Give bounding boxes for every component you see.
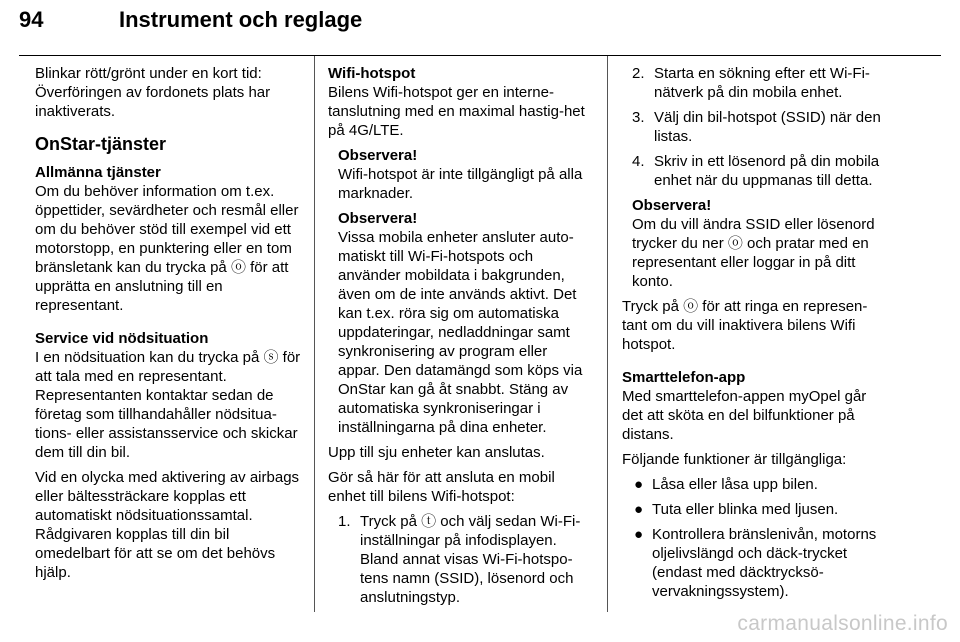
column-1 (35, 64, 307, 588)
note-text: Vissa mobila enheter ansluter auto-matiskt till Wi-Fi-hotspots och använder mobildata i bakgrunden, även om de inte används aktivt. Det kan t.ex. röra sig om automatiska uppdateringar, nedladdningar samt synkronisering av program eller appar. Den datamängd som köps via OnStar kan gå åt snabbt. Stäng av automatiska synkroniseringar i inställningarna på dina enheter. (338, 229, 583, 436)
deactivate-text: Tryck på ⓞ för att ringa en represen-tant om du vill inaktivera bilens Wifi hotspot. (622, 298, 868, 353)
howto-text: Gör så här för att ansluta en mobil enhet till bilens Wifi-hotspot: (328, 469, 555, 505)
note-heading: Observera! (338, 147, 418, 164)
page-number: 94 (19, 7, 44, 32)
section-title: OnStar-tjänster (35, 134, 167, 154)
column-3 (622, 64, 888, 607)
step-text: Skriv in ett lösenord på din mobila enhet när du uppmanas till detta. (654, 153, 880, 189)
list-item-text: Tuta eller blinka med ljusen. (652, 501, 839, 518)
steps-list (328, 512, 592, 607)
note-block (622, 196, 888, 291)
steps-list (622, 64, 888, 190)
page-header (19, 6, 941, 56)
wifi-hotspot-text: Bilens Wifi-hotspot ger en interne-tanslutning med en maximal hastig-het på 4G/LTE. (328, 84, 585, 139)
step-item (622, 108, 888, 146)
step-text: Välj din bil-hotspot (SSID) när den listas. (654, 109, 881, 145)
step-number: 2. (632, 65, 645, 82)
note-text: Om du vill ändra SSID eller lösenord trycker du ner ⓞ och pratar med en representant eller loggar in på ditt konto. (632, 216, 875, 290)
bullet-icon: ● (634, 501, 644, 518)
step-item (328, 512, 592, 607)
list-item (622, 525, 888, 601)
emergency-service-text: I en nödsituation kan du trycka på ⓢ för att tala med en representant. Representanten kontaktar sedan de företag som tillhandahåller nödsitua-tions- eller assistansservice och skickar dem till din bil. (35, 349, 301, 461)
devices-text: Upp till sju enheter kan anslutas. (328, 444, 545, 461)
bullet-icon: ● (634, 526, 644, 543)
note-text: Wifi-hotspot är inte tillgängligt på alla marknader. (338, 166, 583, 202)
column-2 (328, 64, 592, 613)
step-text: Starta en sökning efter ett Wi-Fi-nätverk på din mobila enhet. (654, 65, 870, 101)
header-rule (19, 55, 941, 56)
functions-list (622, 475, 888, 601)
bullet-icon: ● (634, 476, 644, 493)
note-block (328, 146, 592, 203)
note-heading: Observera! (632, 197, 712, 214)
step-number: 4. (632, 153, 645, 170)
note-heading: Observera! (338, 210, 418, 227)
step-item (622, 64, 888, 102)
column-divider-2 (607, 56, 608, 612)
step-item (622, 152, 888, 190)
note-block (328, 209, 592, 437)
wifi-hotspot-title: Wifi-hotspot (328, 65, 416, 82)
step-number: 1. (338, 513, 351, 530)
list-item (622, 500, 888, 519)
list-item-text: Låsa eller låsa upp bilen. (652, 476, 818, 493)
smartphone-app-text: Med smarttelefon-appen myOpel går det att sköta en del bilfunktioner på distans. (622, 388, 867, 443)
general-services-text: Om du behöver information om t.ex. öppettider, sevärdheter och resmål eller om du behöver stöd till exempel vid ett motorstopp, en punktering eller en tom bränsletank kan du trycka på ⓞ för att upprätta en anslutning till en representant. (35, 183, 299, 314)
general-services-title: Allmänna tjänster (35, 164, 161, 181)
functions-text: Följande funktioner är tillgängliga: (622, 451, 847, 468)
list-item-text: Kontrollera bränslenivån, motorns oljelivslängd och däck-trycket (endast med däcktrycksö-vervakningssystem). (652, 526, 877, 600)
accident-text: Vid en olycka med aktivering av airbags eller bältessträckare kopplas ett automatiskt nödsituationssamtal. Rådgivaren kopplas till din bil omedelbart för att se om det behövs hjälp. (35, 469, 300, 581)
smartphone-app-title: Smarttelefon-app (622, 369, 746, 386)
list-item (622, 475, 888, 494)
step-number: 3. (632, 109, 645, 126)
watermark: carmanualsonline.info (737, 612, 948, 635)
column-divider-1 (314, 56, 315, 612)
step-text: Tryck på ⓣ och välj sedan Wi-Fi-inställningar på infodisplayen. Bland annat visas Wi-Fi-hotspo-tens namn (SSID), lösenord och anslutningstyp. (360, 513, 581, 606)
chapter-title: Instrument och reglage (119, 7, 363, 32)
emergency-service-title: Service vid nödsituation (35, 330, 209, 347)
intro-paragraph: Blinkar rött/grönt under en kort tid: Överföringen av fordonets plats har inaktiverats. (35, 65, 271, 120)
